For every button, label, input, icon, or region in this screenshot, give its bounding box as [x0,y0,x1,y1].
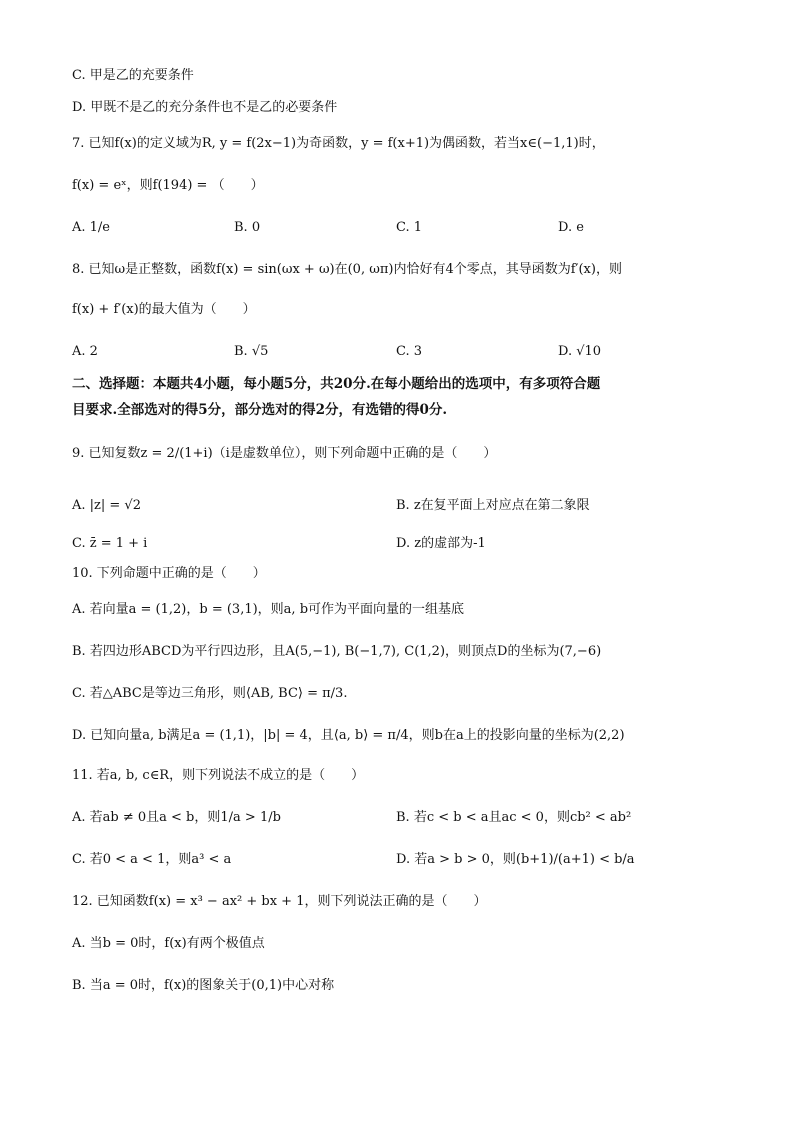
section-2-heading: 二、选择题：本题共4小题，每小题5分，共20分.在每小题给出的选项中，有多项符合题 [72,376,601,392]
q9-option-a: A. |z| = √2 [72,498,141,513]
q11-option-c: C. 若0 < a < 1，则a³ < a [72,852,232,867]
q10-option-a: A. 若向量a = (1,2)，b = (3,1)，则a, b可作为平面向量的一组基底 [72,602,465,617]
q11-stem: 11. 若a, b, c∈R，则下列说法不成立的是（ ） [72,768,365,783]
q8-stem-cont: f(x) + f′(x)的最大值为（ ） [72,302,256,317]
q6-option-c: C. 甲是乙的充要条件 [72,68,194,83]
q7-option-a: A. 1/e [72,220,110,235]
q11-option-b: B. 若c < b < a且ac < 0，则cb² < ab² [396,810,632,825]
q7-option-b: B. 0 [234,220,261,235]
q10-option-c: C. 若△ABC是等边三角形，则⟨AB, BC⟩ = π/3. [72,686,348,701]
q8-option-c: C. 3 [396,344,423,359]
q12-stem: 12. 已知函数f(x) = x³ − ax² + bx + 1，则下列说法正确的是（ ） [72,894,487,909]
q7-option-c: C. 1 [396,220,423,235]
section-2-heading-cont: 目要求.全部选对的得5分，部分选对的得2分，有选错的得0分. [72,402,448,418]
q8-option-a: A. 2 [72,344,98,359]
q10-option-b: B. 若四边形ABCD为平行四边形，且A(5,−1), B(−1,7), C(1,2)，则顶点D的坐标为(7,−6) [72,644,602,659]
q7-stem-cont: f(x) = eˣ，则f(194) = （ ） [72,178,264,193]
q9-stem: 9. 已知复数z = 2/(1+i)（i是虚数单位），则下列命题中正确的是（ ） [72,446,497,461]
q8-option-d: D. √10 [558,344,602,359]
q9-option-b: B. z在复平面上对应点在第二象限 [396,498,590,513]
q6-option-d: D. 甲既不是乙的充分条件也不是乙的必要条件 [72,100,338,115]
q8-stem: 8. 已知ω是正整数，函数f(x) = sin(ωx + ω)在(0, ωπ)内恰好有4个零点，其导函数为f′(x)，则 [72,262,622,277]
q7-stem: 7. 已知f(x)的定义域为R, y = f(2x−1)为奇函数，y = f(x+1)为偶函数，若当x∈(−1,1)时， [72,136,605,151]
q7-option-d: D. e [558,220,584,235]
q11-option-a: A. 若ab ≠ 0且a < b，则1/a > 1/b [72,810,281,825]
q11-option-d: D. 若a > b > 0，则(b+1)/(a+1) < b/a [396,852,635,867]
q12-option-b: B. 当a = 0时，f(x)的图象关于(0,1)中心对称 [72,978,335,993]
q10-option-d: D. 已知向量a, b满足a = (1,1)，|b| = 4，且⟨a, b⟩ = π/4，则b在a上的投影向量的坐标为(2,2) [72,728,625,743]
q9-option-d: D. z的虚部为-1 [396,536,486,551]
q12-option-a: A. 当b = 0时，f(x)有两个极值点 [72,936,265,951]
q10-stem: 10. 下列命题中正确的是（ ） [72,566,266,581]
q9-option-c: C. z̄ = 1 + i [72,536,148,551]
q8-option-b: B. √5 [234,344,269,359]
